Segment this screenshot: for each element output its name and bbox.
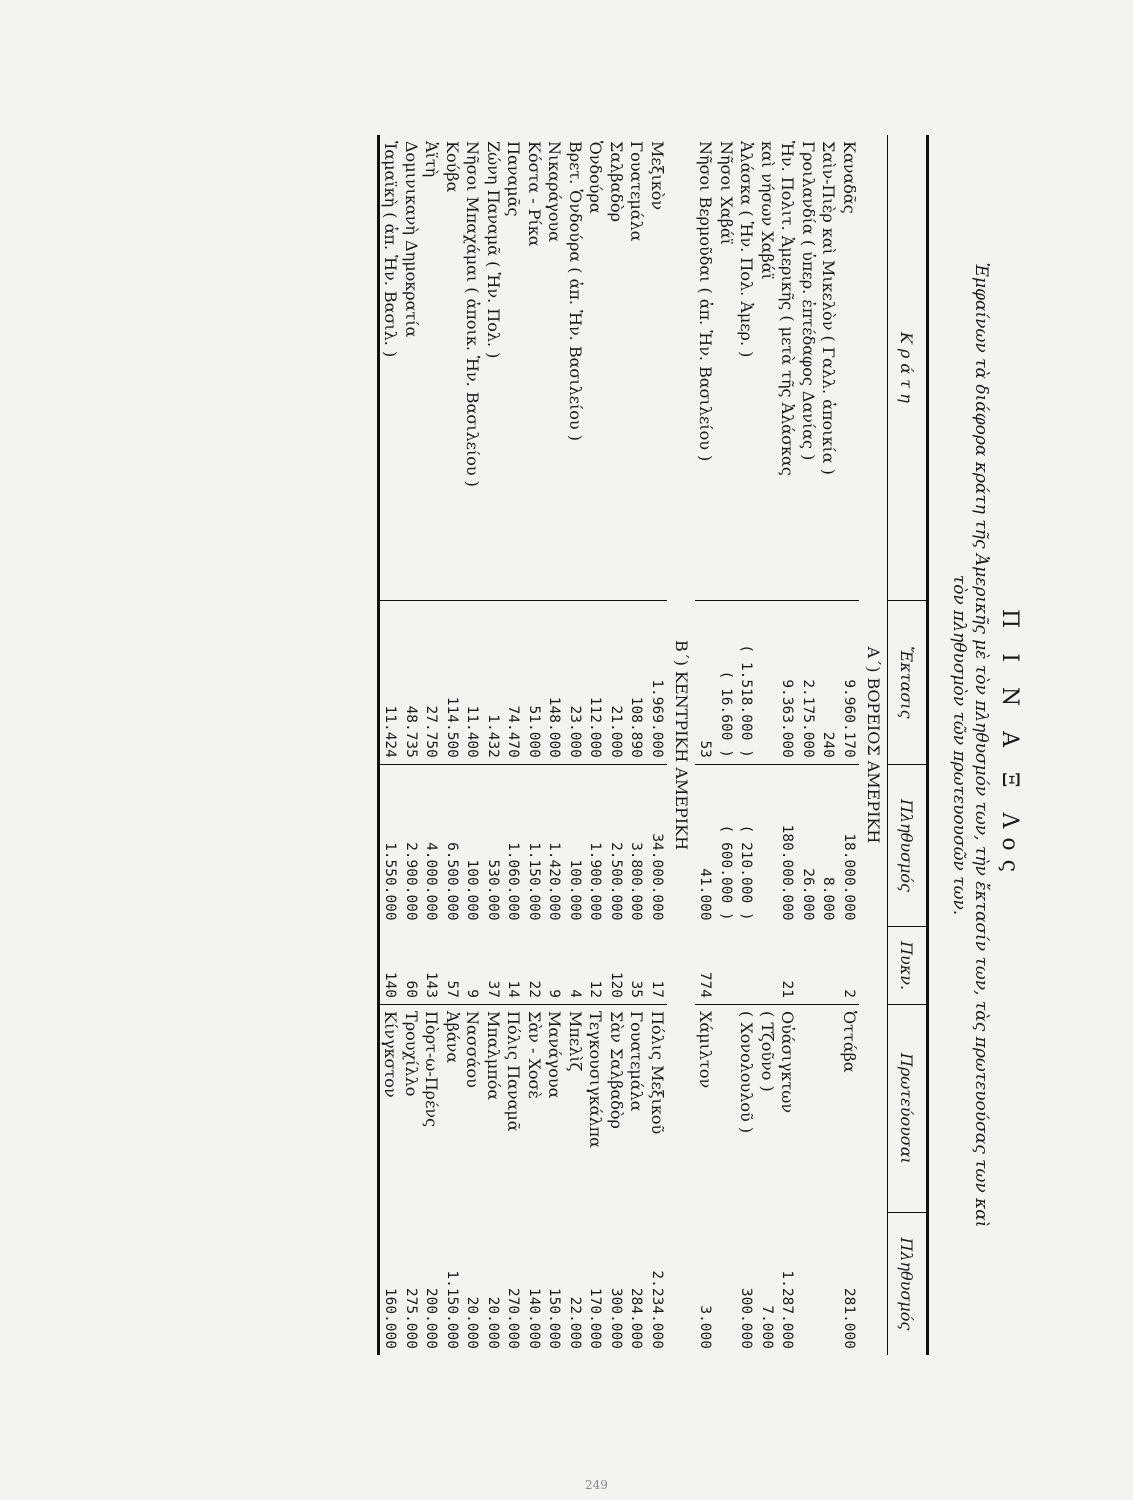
area-cell: 9.363.000 [777, 600, 798, 764]
density-cell: 2 [841, 989, 857, 999]
capital-population-cell: 1.150.000 [444, 1270, 460, 1349]
section-header-row [667, 135, 695, 1355]
density-cell: 60 [403, 980, 419, 999]
state-cell: Κόστα - Ρίκα [525, 141, 544, 247]
table-row [585, 135, 606, 1355]
table-row [606, 135, 627, 1355]
density-cell: 9 [546, 989, 563, 999]
population-cell: 100.000 [462, 764, 483, 926]
capital-population-cell: 22.000 [567, 1296, 583, 1349]
header-capitals: Πρωτεύουσαι [888, 1005, 928, 1213]
area-cell: 2.175.000 [798, 600, 819, 764]
table-row [818, 135, 839, 1355]
population-cell [757, 764, 778, 926]
population-cell: 100.000 [565, 764, 586, 926]
capital-cell: Σὰν Σαλβαδὸρ [606, 1005, 627, 1213]
table-row [379, 135, 401, 1355]
capital-cell: Κίνγκστον [379, 1005, 401, 1213]
capital-cell: Γουατεμάλα [626, 1005, 647, 1213]
density-cell: 9 [464, 989, 481, 999]
table-row [647, 135, 668, 1355]
capital-cell: Χάμιλτον [695, 1005, 716, 1213]
population-cell: 1.150.000 [524, 764, 545, 926]
area-cell: 11.424 [379, 600, 401, 764]
capital-population-cell [716, 1212, 737, 1355]
density-cell: 35 [628, 980, 645, 999]
state-cell: Νικαράγουα [545, 141, 565, 243]
header-area: Ἔκτασις [888, 600, 928, 764]
capital-cell: Μανάγουα [544, 1005, 565, 1213]
density-cell: 120 [608, 971, 624, 999]
state-cell: Ἡν. Πολιτ. Ἀμερικῆς ( μετὰ τῆς Ἀλάσκας [778, 141, 798, 476]
state-cell: Ἁϊτὴ [422, 141, 442, 178]
plate-title: Π Ι Ν Α Ξ Λος [997, 609, 1022, 881]
capital-population-cell: 2.234.000 [649, 1270, 665, 1349]
rotated-page [124, 115, 1024, 1375]
capital-cell: Ὀττάβα [839, 1005, 860, 1213]
state-cell: Μεξικὸν [648, 141, 667, 211]
header-states: Κ ρ ά τ η [888, 135, 928, 600]
state-cell: Σαὶν-Πιὲρ καὶ Μικελὸν ( Γαλλ. ἀποικία ) [819, 141, 839, 475]
density-cell: 37 [485, 980, 501, 999]
area-cell: 27.750 [421, 600, 442, 764]
area-cell: 114.500 [442, 600, 463, 764]
density-cell [818, 927, 839, 1005]
table-row [421, 135, 442, 1355]
state-cell: Ἀλάσκα ( Ἡν. Πολ. Ἀμερ. ) [737, 141, 757, 358]
area-cell: 51.000 [524, 600, 545, 764]
capital-cell: Οὐάσιγκτων [777, 1005, 798, 1213]
density-cell: 4 [567, 989, 583, 999]
state-cell: Ἰαμαϊκὴ ( ἀπ. Ἡν. Βασιλ. ) [379, 135, 401, 600]
table-row [798, 135, 819, 1355]
density-cell: 143 [423, 971, 440, 999]
density-cell: 12 [587, 980, 604, 999]
capital-population-cell: 1.287.000 [779, 1270, 796, 1349]
area-cell: 74.470 [503, 600, 524, 764]
area-cell: 1.432 [483, 600, 504, 764]
population-cell: 8.000 [818, 764, 839, 926]
table-row [777, 135, 798, 1355]
caption-line-2: τὸν πληθυσμὸν τῶν πρωτευουσῶν των. [949, 574, 969, 916]
capital-population-cell: 300.000 [608, 1287, 624, 1349]
area-cell: 1.969.000 [647, 600, 668, 764]
capital-population-cell: 275.000 [403, 1287, 419, 1349]
capital-population-cell [798, 1212, 819, 1355]
table-row [544, 135, 565, 1355]
capital-population-cell [818, 1212, 839, 1355]
capital-cell: Ἀβάνα [442, 1005, 463, 1213]
capital-cell: Πὸρτ-ω-Πρένς [421, 1005, 442, 1213]
density-cell [716, 927, 737, 1005]
table-row [442, 135, 463, 1355]
state-cell: Νῆσοι Μπαχάμαι ( ἀποικ. Ἡν. Βασιλείου ) [463, 141, 483, 487]
capital-cell: ( Χονολουλοῦ ) [736, 1005, 757, 1213]
population-cell: 1.420.000 [544, 764, 565, 926]
population-cell: 180.000.000 [777, 764, 798, 926]
density-cell: 774 [697, 971, 714, 999]
density-cell: 22 [526, 980, 542, 999]
table-row [483, 135, 504, 1355]
capital-population-cell: 270.000 [505, 1287, 522, 1349]
table-row [626, 135, 647, 1355]
capital-cell [818, 1005, 839, 1213]
area-cell: 108.890 [626, 600, 647, 764]
density-cell: 21 [779, 980, 796, 999]
header-row [888, 135, 928, 1355]
capital-cell: Μπελὶζ [565, 1005, 586, 1213]
population-cell: 1.550.000 [379, 764, 401, 926]
state-cell: Γροιλανδία ( ὑπερ. ἐπτέδαφος Δανίας ) [799, 141, 818, 461]
area-cell: 21.000 [606, 600, 627, 764]
states-table [377, 135, 929, 1355]
header-population: Πληθυσμός [888, 764, 928, 926]
state-cell: Καναδᾶς [840, 141, 859, 214]
table-row [503, 135, 524, 1355]
table-row [565, 135, 586, 1355]
state-cell: καὶ νήσων Χαβάϊ [758, 141, 777, 280]
capital-cell: Νασσάου [462, 1005, 483, 1213]
state-cell: Νῆσοι Βερμοῦδαι ( ἀπ. Ἡν. Βασιλείου ) [696, 141, 716, 462]
population-cell: 26.000 [798, 764, 819, 926]
table-body [379, 135, 888, 1355]
capital-population-cell: 300.000 [738, 1287, 755, 1349]
density-cell [798, 927, 819, 1005]
area-cell: 23.000 [565, 600, 586, 764]
table-row [716, 135, 737, 1355]
page-number: 249 [585, 1478, 608, 1492]
area-cell: 9.960.170 [839, 600, 860, 764]
capital-population-cell: 7.000 [759, 1305, 775, 1349]
section-title: Α΄) ΒΟΡΕΙΟΣ ΑΜΕΡΙΚΗ [864, 646, 884, 844]
table-row [736, 135, 757, 1355]
capital-cell [798, 1005, 819, 1213]
area-cell: 11.400 [462, 600, 483, 764]
population-cell: 2.500.000 [606, 764, 627, 926]
state-cell: Παναμᾶς [504, 141, 524, 217]
capital-population-cell: 20.000 [464, 1296, 481, 1349]
capital-population-cell: 160.000 [379, 1212, 401, 1355]
population-cell: 34.000.000 [647, 764, 668, 926]
density-cell [736, 927, 757, 1005]
density-cell: 17 [649, 980, 665, 999]
capital-cell: Πόλις Παναμᾶ [503, 1005, 524, 1213]
caption-line-1: Ἐμφαίνων τὰ διάφορα κράτη τῆς Ἀμερικῆς μὲ τὸν πληθυσμόν των, τὴν ἔκτασίν των, τὰς πρωτευούσας των καὶ [971, 262, 991, 1228]
population-cell: 6.500.000 [442, 764, 463, 926]
state-cell: Ὁνδούρα [586, 141, 606, 214]
section-title: Β΄) ΚΕΝΤΡΙΚΗ ΑΜΕΡΙΚΗ [672, 639, 692, 851]
caption [948, 115, 992, 1375]
state-cell: Βρετ. Ὁνδούρα ( ἀπ. Ἡν. Βασιλείου ) [566, 141, 585, 441]
capital-cell: Σὰν - Χοσὲ [524, 1005, 545, 1213]
population-cell: 2.900.000 [401, 764, 422, 926]
capital-cell: ( Τζοῦνο ) [757, 1005, 778, 1213]
table-row [839, 135, 860, 1355]
section-header-row [859, 135, 888, 1355]
area-cell: ( 1.518.000 ) [736, 600, 757, 764]
population-cell: ( 600.000 ) [716, 764, 737, 926]
population-cell: 41.000 [695, 764, 716, 926]
capital-population-cell: 20.000 [485, 1296, 501, 1349]
population-cell: 18.000.000 [839, 764, 860, 926]
state-cell: Δομινικανὴ Δημοκρατία [402, 141, 421, 338]
capital-cell: Τρουχίλλο [401, 1005, 422, 1213]
table-row [401, 135, 422, 1355]
state-cell: Κούβα [443, 141, 462, 193]
capital-population-cell: 281.000 [841, 1287, 857, 1349]
capital-population-cell: 170.000 [587, 1287, 604, 1349]
capital-population-cell: 200.000 [423, 1287, 440, 1349]
population-cell: 1.900.000 [585, 764, 606, 926]
population-cell: ( 210.000 ) [736, 764, 757, 926]
capital-cell: Πόλις Μεξικοῦ [647, 1005, 668, 1213]
table-row [524, 135, 545, 1355]
table-wrap [377, 115, 929, 1375]
capital-population-cell: 284.000 [628, 1287, 645, 1349]
area-cell [757, 600, 778, 764]
capital-population-cell: 140.000 [526, 1287, 542, 1349]
state-cell: Σαλβαδὸρ [607, 141, 626, 222]
density-cell: 14 [505, 980, 522, 999]
header-capital-population: Πληθυσμός [888, 1212, 928, 1355]
population-cell: 3.800.000 [626, 764, 647, 926]
capital-cell: Τεγκουσιγκάλπα [585, 1005, 606, 1213]
capital-population-cell: 150.000 [546, 1287, 563, 1349]
area-cell: ( 16.600 ) [716, 600, 737, 764]
capital-population-cell: 3.000 [697, 1305, 714, 1349]
state-cell: Ζώνη Παναμᾶ ( Ἡν. Πολ. ) [484, 141, 503, 359]
area-cell: 53 [695, 600, 716, 764]
table-row [695, 135, 716, 1355]
area-cell: 112.000 [585, 600, 606, 764]
density-cell [757, 927, 778, 1005]
state-cell: Νῆσοι Χαβάϊ [717, 141, 736, 246]
table-row [757, 135, 778, 1355]
area-cell: 148.000 [544, 600, 565, 764]
capital-cell [716, 1005, 737, 1213]
population-cell: 1.060.000 [503, 764, 524, 926]
header-density: Πυκν. [888, 927, 928, 1005]
population-cell: 530.000 [483, 764, 504, 926]
capital-cell: Μπαλμπόα [483, 1005, 504, 1213]
state-cell: Γουατεμάλα [627, 141, 647, 242]
area-cell: 48.735 [401, 600, 422, 764]
population-cell: 4.000.000 [421, 764, 442, 926]
table-row [462, 135, 483, 1355]
area-cell: 240 [818, 600, 839, 764]
density-cell: 57 [444, 980, 460, 999]
density-cell: 140 [379, 927, 401, 1005]
